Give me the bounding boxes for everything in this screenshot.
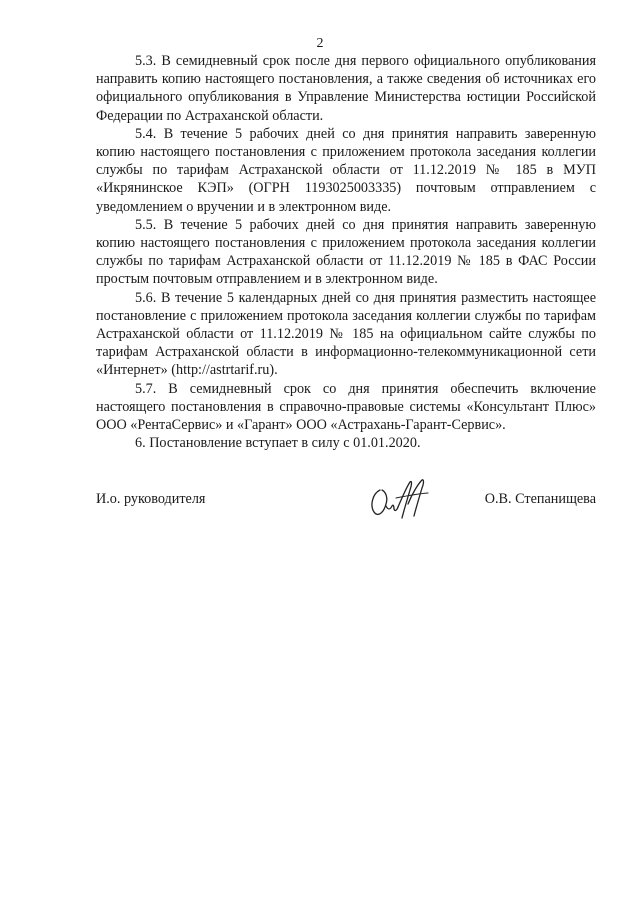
paragraph-5-3: 5.3. В семидневный срок после дня первого официального опубликования направить копию настоящего постановления, а также сведения об источниках его официального опубликования в Управление Министерства юстиции Российской Федерации по Астраханской области.: [96, 53, 596, 124]
signature-block: [96, 476, 596, 526]
page-number: 2: [316, 36, 324, 51]
paragraph-6: 6. Постановление вступает в силу с 01.01.2020.: [135, 435, 421, 452]
paragraph-5-7: 5.7. В семидневный срок со дня принятия обеспечить включение настоящего постановления в справочно-правовые системы «Консультант Плюс» ООО «РентаСервис» и «Гарант» ООО «Астрахань-Гарант-Сервис».: [96, 380, 596, 434]
paragraph-5-6: 5.6. В течение 5 календарных дней со дня принятия разместить настоящее постановление с приложением протокола заседания коллегии службы по тарифам Астраханской области от 11.12.2019 № 185 на официальном сайте службы по тарифам Астраханской области в информационно-телекоммуникационной сети «Интернет» (http://astrtarif.ru).: [96, 289, 596, 379]
handwritten-signature: [366, 476, 436, 520]
signer-name: О.В. Степанищева: [484, 491, 596, 507]
signer-title: И.о. руководителя: [96, 491, 206, 507]
paragraph-5-5: 5.5. В течение 5 рабочих дней со дня принятия направить заверенную копию настоящего постановления с приложением протокола заседания коллегии службы по тарифам Астраханской области от 11.12.2019 № 185 в ФАС России простым почтовым отправлением и в электронном виде.: [96, 216, 596, 288]
document-body: [96, 52, 596, 452]
paragraph-5-4: 5.4. В течение 5 рабочих дней со дня принятия направить заверенную копию настоящего постановления с приложением протокола заседания коллегии службы по тарифам Астраханской области от 11.12.2019 № 185 в МУП «Икрянинское КЭП» (ОГРН 1193025003335) почтовым отправлением с уведомлением о вручении и в электронном виде.: [96, 125, 596, 215]
